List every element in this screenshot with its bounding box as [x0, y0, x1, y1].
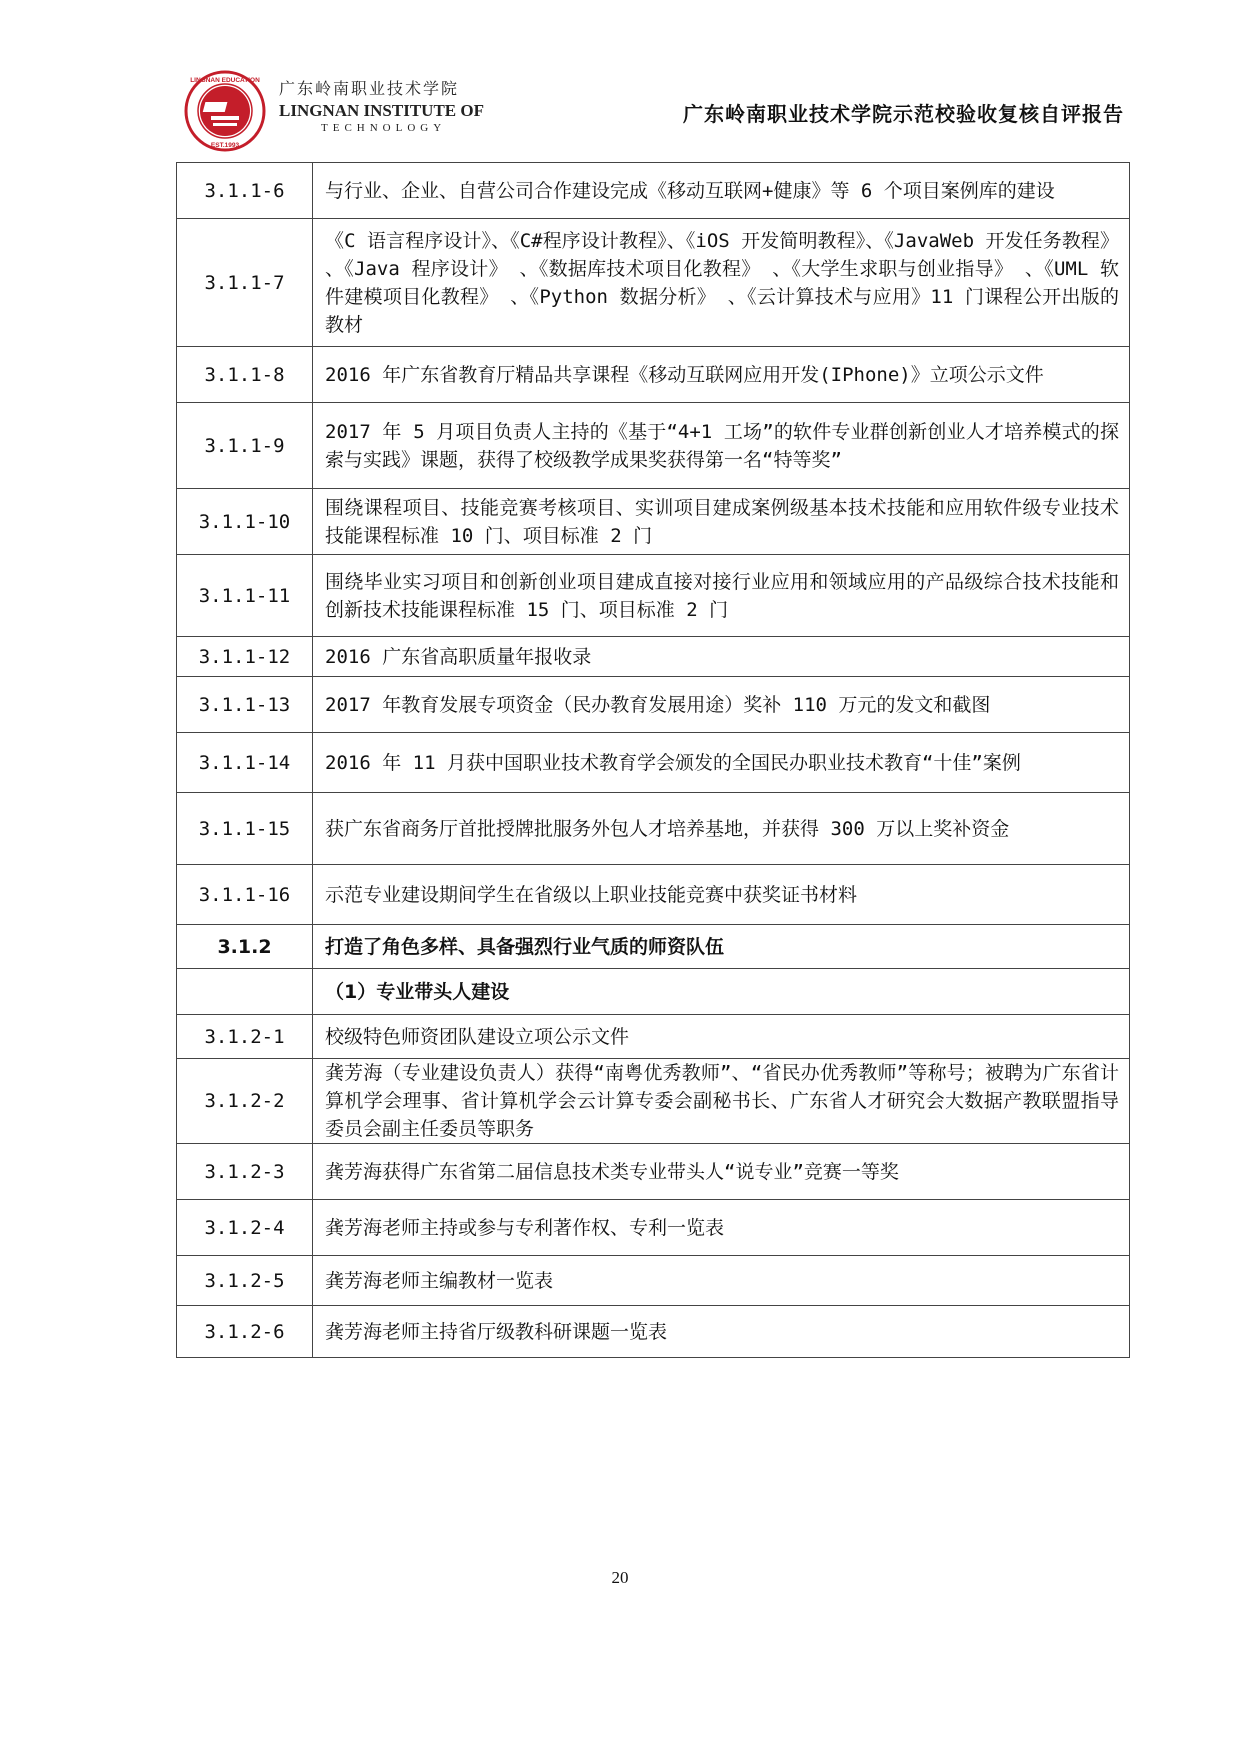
row-description: 示范专业建设期间学生在省级以上职业技能竞赛中获奖证书材料 [313, 865, 1130, 925]
table-row [177, 793, 1130, 865]
table-row [177, 925, 1130, 969]
row-code: 3.1.1-16 [177, 865, 313, 925]
institute-logo-icon [184, 70, 266, 152]
institution-name [279, 76, 484, 134]
row-description: 获广东省商务厅首批授牌批服务外包人才培养基地，并获得 300 万以上奖补资金 [313, 793, 1130, 865]
institution-name-en-line2: TECHNOLOGY [321, 122, 447, 134]
row-description: 围绕课程项目、技能竞赛考核项目、实训项目建成案例级基本技术技能和应用软件级专业技术技能课程标准 10 门、项目标准 2 门 [313, 489, 1130, 555]
row-code: 3.1.2-2 [177, 1059, 313, 1144]
row-code: 3.1.1-8 [177, 347, 313, 403]
table-row [177, 1256, 1130, 1306]
table-row [177, 1059, 1130, 1144]
evidence-table [176, 162, 1130, 1358]
row-description: 2017 年教育发展专项资金（民办教育发展用途）奖补 110 万元的发文和截图 [313, 677, 1130, 733]
table-row [177, 1306, 1130, 1358]
report-title: 广东岭南职业技术学院示范校验收复核自评报告 [683, 102, 1124, 126]
table-row [177, 1144, 1130, 1200]
row-description: 龚芳海老师主持或参与专利著作权、专利一览表 [313, 1200, 1130, 1256]
page-number: 20 [611, 1568, 629, 1587]
row-code: 3.1.1-7 [177, 219, 313, 347]
table-row [177, 733, 1130, 793]
row-code: 3.1.1-13 [177, 677, 313, 733]
row-description: 2017 年 5 月项目负责人主持的《基于“4+1 工场”的软件专业群创新创业人才培养模式的探索与实践》课题，获得了校级教学成果奖获得第一名“特等奖” [313, 403, 1130, 489]
row-code [177, 969, 313, 1015]
row-description: 2016 年 11 月获中国职业技术教育学会颁发的全国民办职业技术教育“十佳”案例 [313, 733, 1130, 793]
row-code: 3.1.2 [177, 925, 313, 969]
institution-name-en: LINGNAN INSTITUTE OF [279, 101, 484, 120]
row-description: 2016 年广东省教育厅精品共享课程《移动互联网应用开发(IPhone)》立项公示文件 [313, 347, 1130, 403]
row-code: 3.1.1-9 [177, 403, 313, 489]
row-code: 3.1.1-14 [177, 733, 313, 793]
row-code: 3.1.2-5 [177, 1256, 313, 1306]
row-code: 3.1.2-4 [177, 1200, 313, 1256]
row-description: 校级特色师资团队建设立项公示文件 [313, 1015, 1130, 1059]
table-row [177, 489, 1130, 555]
row-description: 龚芳海获得广东省第二届信息技术类专业带头人“说专业”竞赛一等奖 [313, 1144, 1130, 1200]
row-code: 3.1.1-12 [177, 637, 313, 677]
row-description: 龚芳海老师主编教材一览表 [313, 1256, 1130, 1306]
table-row [177, 1015, 1130, 1059]
row-code: 3.1.2-1 [177, 1015, 313, 1059]
row-description: 打造了角色多样、具备强烈行业气质的师资队伍 [313, 925, 1130, 969]
table-row [177, 865, 1130, 925]
row-description: 与行业、企业、自营公司合作建设完成《移动互联网+健康》等 6 个项目案例库的建设 [313, 163, 1130, 219]
row-description: 龚芳海（专业建设负责人）获得“南粤优秀教师”、“省民办优秀教师”等称号；被聘为广东省计算机学会理事、省计算机学会云计算专委会副秘书长、广东省人才研究会大数据产教联盟指导委员会副主任委员等职务 [313, 1059, 1130, 1144]
table-row [177, 347, 1130, 403]
row-code: 3.1.2-6 [177, 1306, 313, 1358]
table-row [177, 403, 1130, 489]
row-description: 《C 语言程序设计》、《C#程序设计教程》、《iOS 开发简明教程》、《JavaWeb 开发任务教程》 、《Java 程序设计》 、《数据库技术项目化教程》 、《大学生求职与创业指导》 、《UML 软件建模项目化教程》 、《Python 数据分析》 、《云计算技术与应用》11 门课程公开出版的教材 [313, 219, 1130, 347]
row-code: 3.1.1-11 [177, 555, 313, 637]
page-header [176, 68, 1130, 163]
row-description: 2016 广东省高职质量年报收录 [313, 637, 1130, 677]
table-row [177, 637, 1130, 677]
row-code: 3.1.1-10 [177, 489, 313, 555]
logo-ring-bottom-text: EST.1993 [210, 142, 240, 149]
institution-name-cn: 广东岭南职业技术学院 [279, 81, 460, 98]
row-code: 3.1.1-6 [177, 163, 313, 219]
row-description: 围绕毕业实习项目和创新创业项目建成直接对接行业应用和领域应用的产品级综合技术技能和创新技术技能课程标准 15 门、项目标准 2 门 [313, 555, 1130, 637]
table-row [177, 1200, 1130, 1256]
row-code: 3.1.1-15 [177, 793, 313, 865]
table-row [177, 219, 1130, 347]
row-description: 龚芳海老师主持省厅级教科研课题一览表 [313, 1306, 1130, 1358]
row-description: （1）专业带头人建设 [313, 969, 1130, 1015]
table-row [177, 677, 1130, 733]
table-row [177, 163, 1130, 219]
table-row [177, 555, 1130, 637]
logo-ring-top-text: LINGNAN EDUCATION [190, 77, 260, 84]
row-code: 3.1.2-3 [177, 1144, 313, 1200]
table-row [177, 969, 1130, 1015]
